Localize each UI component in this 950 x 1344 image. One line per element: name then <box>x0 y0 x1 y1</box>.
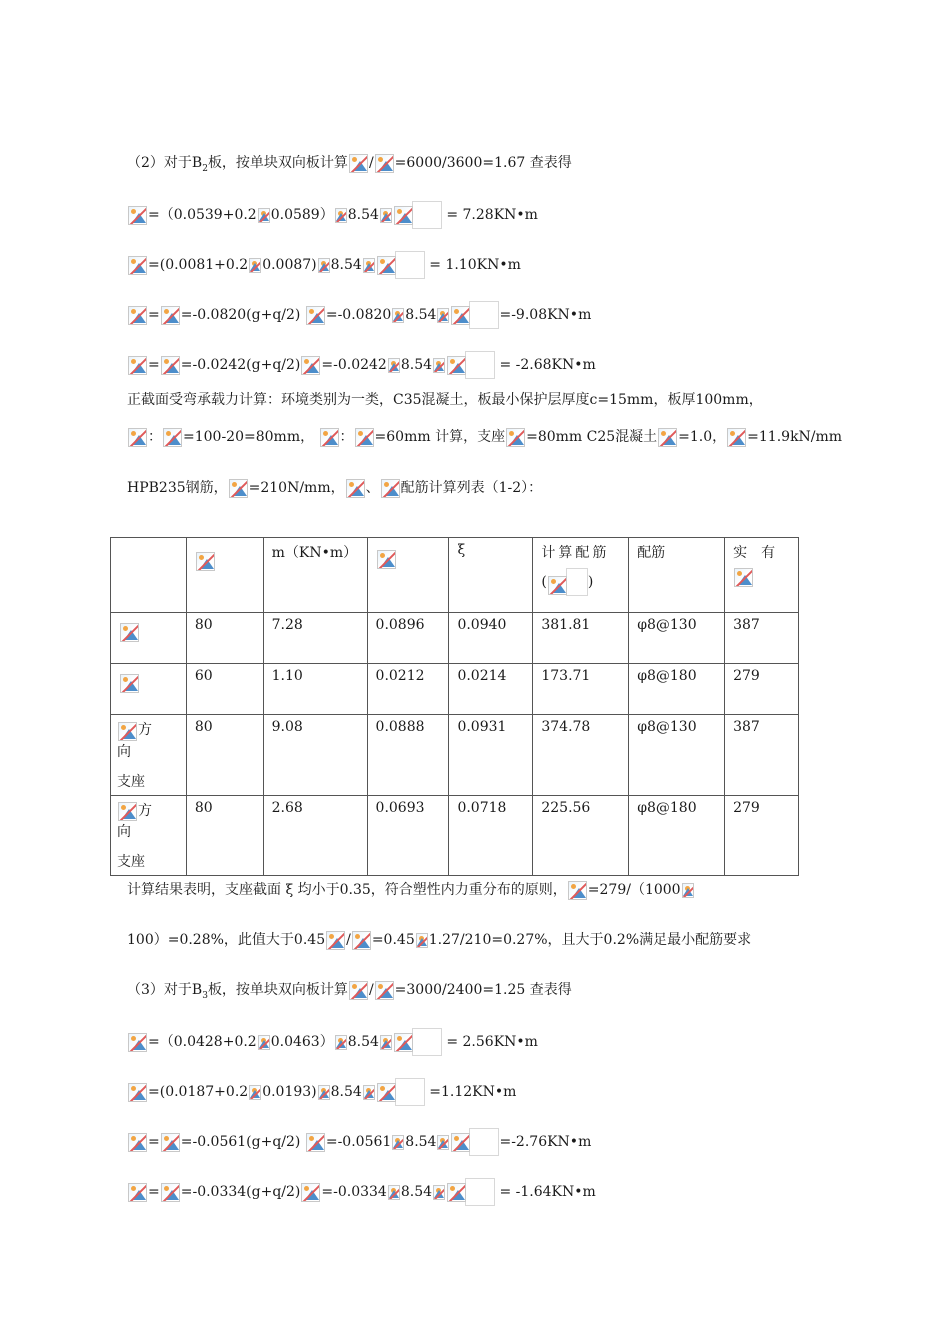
reinforcement-table <box>110 537 799 876</box>
formula-image-icon <box>377 1083 396 1102</box>
b2-equation-4 <box>127 351 596 375</box>
cell-calc-as: 173.71 <box>533 664 629 715</box>
cell-xi: 0.0718 <box>449 795 533 876</box>
formula-image-icon <box>380 208 392 223</box>
eq-text: 8.54 <box>405 1134 437 1150</box>
formula-image-icon <box>258 1035 270 1050</box>
formula-image-icon <box>161 1183 180 1202</box>
cell-bar: φ8@180 <box>629 664 725 715</box>
formula-image-icon <box>161 306 180 325</box>
header-cell-actual <box>725 538 799 613</box>
formula-image-icon <box>548 576 567 595</box>
row-label <box>111 715 187 796</box>
eq-text: =-0.0334 <box>321 1184 387 1200</box>
formula-image-icon <box>380 1035 392 1050</box>
formula-image-icon <box>447 356 466 375</box>
row-label <box>111 795 187 876</box>
eq-text: =(0.0081+0.2 <box>148 257 249 273</box>
formula-image-icon <box>128 306 147 325</box>
header-cell-empty <box>111 538 187 613</box>
capacity-text: 、 <box>365 480 380 496</box>
eq-text: 0.0193) <box>262 1084 317 1100</box>
cell-h0: 80 <box>186 613 263 664</box>
b3-heading-text-mid: 板，按单块双向板计算 <box>207 982 348 998</box>
formula-image-icon <box>658 428 677 447</box>
formula-image-icon <box>375 154 394 173</box>
formula-image-icon <box>128 1183 147 1202</box>
b2-equation-3 <box>127 301 591 325</box>
b2-equation-2 <box>127 251 521 275</box>
formula-image-icon <box>335 1035 347 1050</box>
formula-placeholder-box <box>395 1078 425 1106</box>
eq-text: 8.54 <box>405 307 437 323</box>
formula-image-icon <box>734 568 753 587</box>
b3-heading-text: （3）对于B <box>127 982 203 998</box>
formula-image-icon <box>335 208 347 223</box>
formula-image-icon <box>163 428 182 447</box>
formula-image-icon <box>388 1185 400 1200</box>
eq-result: = -1.64KN•m <box>495 1184 596 1200</box>
eq-text: = <box>148 307 160 323</box>
eq-text: 8.54 <box>347 1034 379 1050</box>
cell-h0: 80 <box>186 715 263 796</box>
result-text: =0.45 <box>371 932 415 948</box>
result-text: 100）=0.28%，此值大于0.45 <box>127 932 326 948</box>
cell-moment: 9.08 <box>263 715 367 796</box>
formula-image-icon <box>682 883 694 898</box>
formula-image-icon <box>388 358 400 373</box>
cell-moment: 1.10 <box>263 664 367 715</box>
formula-image-icon <box>118 802 137 821</box>
eq-result: = 7.28KN•m <box>441 207 538 223</box>
b2-heading-ratio: =6000/3600=1.67 查表得 <box>394 155 572 171</box>
eq-text: =-0.0820(g+q/2) <box>180 307 301 323</box>
b2-heading-text: （2）对于B <box>127 155 203 171</box>
b3-heading-slash: / <box>368 982 374 998</box>
cell-bar: φ8@180 <box>629 795 725 876</box>
row-label <box>111 613 187 664</box>
formula-image-icon <box>161 356 180 375</box>
formula-image-icon <box>249 1085 261 1100</box>
cell-h0: 80 <box>186 795 263 876</box>
formula-image-icon <box>352 931 371 950</box>
formula-image-icon <box>392 308 404 323</box>
eq-result: =-9.08KN•m <box>499 307 592 323</box>
formula-image-icon <box>128 1033 147 1052</box>
formula-image-icon <box>355 428 374 447</box>
result-text: / <box>346 932 351 948</box>
formula-image-icon <box>349 981 368 1000</box>
formula-placeholder-box <box>566 568 588 596</box>
eq-text: =-0.0561(g+q/2) <box>180 1134 301 1150</box>
b2-equation-1 <box>127 201 538 225</box>
formula-image-icon <box>128 1083 147 1102</box>
formula-placeholder-box <box>412 201 442 229</box>
b3-heading-ratio: =3000/2400=1.25 查表得 <box>394 982 572 998</box>
result-text: 1.27/210=0.27%，且大于0.2%满足最小配筋要求 <box>428 932 752 948</box>
formula-image-icon <box>451 1133 470 1152</box>
capacity-text: =60mm 计算，支座 <box>374 429 506 445</box>
formula-image-icon <box>394 1033 413 1052</box>
eq-text: = <box>148 1134 160 1150</box>
row-label-support: 支座 <box>117 773 145 790</box>
formula-image-icon <box>128 1133 147 1152</box>
formula-placeholder-box <box>465 351 495 379</box>
formula-image-icon <box>249 258 261 273</box>
header-cell-moment: m（KN•m） <box>263 538 367 613</box>
eq-text: =(0.0187+0.2 <box>148 1084 249 1100</box>
eq-text: = <box>148 1184 160 1200</box>
header-actual-label: 实 有 <box>733 545 776 561</box>
header-cell-alpha <box>367 538 449 613</box>
eq-text: =-0.0561 <box>325 1134 392 1150</box>
formula-image-icon <box>128 206 147 225</box>
row-label <box>111 664 187 715</box>
formula-placeholder-box <box>465 1178 495 1206</box>
capacity-text: ： <box>148 429 162 445</box>
header-cell-calc-as <box>533 538 629 613</box>
table-row <box>111 795 799 876</box>
formula-image-icon <box>120 623 139 642</box>
eq-text: = <box>148 357 160 373</box>
formula-image-icon <box>120 674 139 693</box>
eq-text: =-0.0242 <box>321 357 387 373</box>
capacity-line-1 <box>127 388 763 412</box>
formula-image-icon <box>318 258 330 273</box>
table-row <box>111 664 799 715</box>
cell-actual: 387 <box>725 715 799 796</box>
formula-image-icon <box>258 208 270 223</box>
capacity-text: 配筋计算列表（1-2）： <box>400 480 543 496</box>
formula-image-icon <box>381 479 400 498</box>
formula-image-icon <box>128 256 147 275</box>
cell-actual: 279 <box>725 664 799 715</box>
formula-placeholder-box <box>395 251 425 279</box>
capacity-text: ： <box>339 429 354 445</box>
eq-text: 0.0463） <box>270 1034 334 1050</box>
capacity-text: =1.0， <box>678 429 727 445</box>
formula-image-icon <box>301 356 320 375</box>
b2-heading-subscript: 2 <box>202 163 208 174</box>
formula-image-icon <box>394 206 413 225</box>
header-cell-h0 <box>186 538 263 613</box>
formula-image-icon <box>416 933 428 948</box>
eq-result: =1.12KN•m <box>424 1084 517 1100</box>
eq-text: =（0.0539+0.2 <box>148 207 257 223</box>
paren-close: ) <box>587 574 594 590</box>
eq-text: =-0.0242(g+q/2) <box>180 357 301 373</box>
cell-xi: 0.0214 <box>449 664 533 715</box>
row-label-direction: 方向 <box>117 722 158 760</box>
eq-text: =-0.0820 <box>325 307 392 323</box>
cell-calc-as: 381.81 <box>533 613 629 664</box>
capacity-text: =11.9kN/mm <box>747 429 843 445</box>
header-cell-bar: 配筋 <box>629 538 725 613</box>
header-cell-xi: ξ <box>449 538 533 613</box>
formula-image-icon <box>447 1183 466 1202</box>
eq-result: = 2.56KN•m <box>441 1034 538 1050</box>
cell-alpha: 0.0888 <box>367 715 449 796</box>
result-line-2 <box>127 928 751 952</box>
row-label-support: 支座 <box>117 854 145 870</box>
eq-text: 8.54 <box>347 207 379 223</box>
formula-image-icon <box>301 1183 320 1202</box>
formula-image-icon <box>433 358 445 373</box>
eq-text: 8.54 <box>400 1184 433 1200</box>
b2-heading <box>127 151 572 175</box>
formula-placeholder-box <box>469 1128 499 1156</box>
formula-image-icon <box>363 258 375 273</box>
eq-text: 0.0087) <box>262 257 317 273</box>
result-text: =279/（1000 <box>587 882 681 898</box>
b3-equation-3 <box>127 1128 591 1152</box>
table-header-row <box>111 538 799 613</box>
formula-image-icon <box>437 308 449 323</box>
eq-text: 8.54 <box>400 357 433 373</box>
formula-image-icon <box>375 981 394 1000</box>
formula-image-icon <box>306 1133 325 1152</box>
cell-alpha: 0.0896 <box>367 613 449 664</box>
cell-alpha: 0.0212 <box>367 664 449 715</box>
cell-xi: 0.0940 <box>449 613 533 664</box>
formula-image-icon <box>377 550 396 569</box>
formula-image-icon <box>326 931 345 950</box>
formula-image-icon <box>506 428 525 447</box>
formula-image-icon <box>392 1135 404 1150</box>
formula-image-icon <box>196 552 215 571</box>
formula-image-icon <box>128 356 147 375</box>
formula-placeholder-box <box>412 1028 442 1056</box>
formula-image-icon <box>346 479 365 498</box>
b3-equation-1 <box>127 1028 538 1052</box>
row-label-direction: 方向 <box>117 802 158 840</box>
formula-image-icon <box>727 428 746 447</box>
cell-alpha: 0.0693 <box>367 795 449 876</box>
formula-image-icon <box>161 1133 180 1152</box>
b3-equation-2 <box>127 1078 516 1102</box>
cell-moment: 7.28 <box>263 613 367 664</box>
b3-heading-subscript: 3 <box>202 990 208 1001</box>
formula-image-icon <box>349 154 368 173</box>
capacity-text: =80mm C25混凝土 <box>526 429 658 445</box>
formula-placeholder-box <box>469 301 499 329</box>
header-calc-label: 计算配筋 <box>541 545 610 561</box>
cell-calc-as: 225.56 <box>533 795 629 876</box>
eq-text: 8.54 <box>330 1084 362 1100</box>
eq-result: = -2.68KN•m <box>495 357 596 373</box>
cell-bar: φ8@130 <box>629 613 725 664</box>
eq-result: = 1.10KN•m <box>424 257 521 273</box>
formula-image-icon <box>363 1085 375 1100</box>
formula-image-icon <box>229 479 248 498</box>
b3-heading <box>127 978 572 1002</box>
result-text: 计算结果表明，支座截面 ξ 均小于0.35，符合塑性内力重分布的原则， <box>127 882 567 898</box>
capacity-line-2 <box>127 425 842 449</box>
cell-actual: 387 <box>725 613 799 664</box>
formula-image-icon <box>118 722 137 741</box>
cell-actual: 279 <box>725 795 799 876</box>
cell-bar: φ8@130 <box>629 715 725 796</box>
capacity-text: HPB235钢筋， <box>127 480 228 496</box>
eq-text: =-0.0334(g+q/2) <box>180 1184 301 1200</box>
cell-h0: 60 <box>186 664 263 715</box>
formula-image-icon <box>128 428 147 447</box>
formula-image-icon <box>433 1185 445 1200</box>
formula-image-icon <box>437 1135 449 1150</box>
b2-heading-text-mid: 板，按单块双向板计算 <box>207 155 348 171</box>
formula-image-icon <box>568 881 587 900</box>
b2-heading-slash: / <box>368 155 374 171</box>
formula-image-icon <box>451 306 470 325</box>
eq-text: =（0.0428+0.2 <box>148 1034 257 1050</box>
capacity-text: 正截面受弯承载力计算：环境类别为一类，C35混凝土，板最小保护层厚度c=15mm，板厚100mm， <box>127 392 763 408</box>
formula-image-icon <box>320 428 339 447</box>
table-row <box>111 613 799 664</box>
eq-text: 0.0589） <box>270 207 334 223</box>
result-line-1 <box>127 878 695 902</box>
table-row <box>111 715 799 796</box>
cell-calc-as: 374.78 <box>533 715 629 796</box>
cell-xi: 0.0931 <box>449 715 533 796</box>
capacity-text: =210N/mm， <box>248 480 345 496</box>
formula-image-icon <box>318 1085 330 1100</box>
eq-text: 8.54 <box>330 257 362 273</box>
formula-image-icon <box>377 256 396 275</box>
capacity-line-3 <box>127 476 542 500</box>
b3-equation-4 <box>127 1178 596 1202</box>
formula-image-icon <box>306 306 325 325</box>
eq-result: =-2.76KN•m <box>499 1134 592 1150</box>
capacity-text: =100-20=80mm， <box>183 429 315 445</box>
cell-moment: 2.68 <box>263 795 367 876</box>
paren-open: ( <box>541 574 547 590</box>
